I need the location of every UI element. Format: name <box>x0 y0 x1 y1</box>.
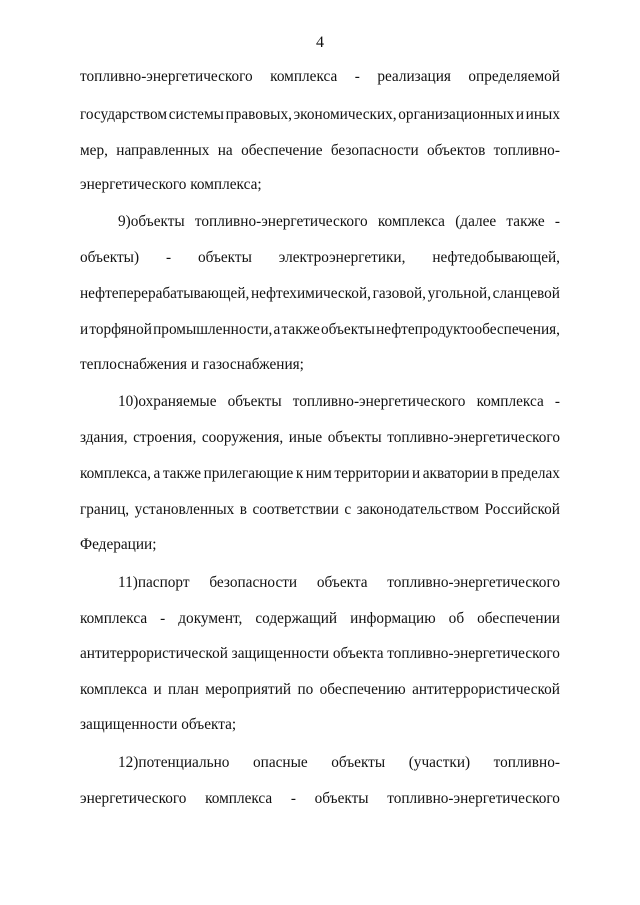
text-word: комплекса <box>377 213 445 230</box>
text-word: топливно- <box>493 142 560 159</box>
text-word: иные <box>288 429 323 446</box>
text-word: 9)объекты <box>118 213 185 230</box>
text-line <box>80 789 560 809</box>
text-word: - <box>554 213 560 230</box>
text-word: правовых, <box>225 106 292 123</box>
text-line <box>80 248 560 268</box>
text-word: теплоснабжения и газоснабжения; <box>80 356 304 373</box>
text-word: газовой, <box>372 285 427 302</box>
text-line <box>80 105 560 125</box>
text-word: объекты <box>331 754 386 771</box>
text-word: прилегающие <box>203 465 294 482</box>
text-word: границ, <box>80 501 130 518</box>
text-word: государством <box>80 106 168 123</box>
text-line <box>118 212 560 232</box>
text-word: об <box>448 610 465 627</box>
text-line <box>80 320 560 340</box>
text-word: определяемой <box>468 68 560 85</box>
text-word: топливно-энергетического <box>387 645 560 662</box>
text-word: обеспечение <box>241 142 323 159</box>
text-word: с <box>344 501 352 518</box>
text-word: - <box>290 790 296 807</box>
text-line <box>80 535 560 555</box>
text-word: по <box>297 681 314 698</box>
text-word: и <box>80 321 89 338</box>
text-word: 12)потенциально <box>118 754 230 771</box>
text-word: объекта <box>316 574 368 591</box>
text-line <box>80 67 560 87</box>
text-word: установленных <box>134 501 235 518</box>
text-word: в <box>239 501 247 518</box>
text-word: соответствии <box>252 501 339 518</box>
text-word: объекта <box>332 645 384 662</box>
text-word: к <box>295 465 304 482</box>
text-word: а <box>273 321 281 338</box>
text-word: объекты <box>314 790 369 807</box>
text-line <box>80 175 560 195</box>
text-word: объекты <box>320 321 375 338</box>
text-word: (далее <box>455 213 497 230</box>
text-word: информацию <box>350 610 436 627</box>
text-word: топливно-энергетического <box>292 393 466 410</box>
text-word: электроэнергетики, <box>278 249 406 266</box>
text-word: топливно-энергетического <box>80 68 253 85</box>
text-word: сооружения, <box>201 429 284 446</box>
text-word: документ, <box>178 610 243 627</box>
text-word: защищенности <box>231 645 330 662</box>
text-word: территории <box>334 465 410 482</box>
text-line <box>80 715 560 735</box>
text-line <box>80 500 560 520</box>
text-word: 10)охраняемые <box>118 393 217 410</box>
text-word: нефтедобывающей, <box>432 249 560 266</box>
text-word: комплекса <box>80 681 148 698</box>
text-word: Российской <box>484 501 560 518</box>
page-number: 4 <box>316 34 324 51</box>
text-word: безопасности <box>209 574 298 591</box>
text-word: и <box>153 681 162 698</box>
text-word: в <box>491 465 499 482</box>
text-word: торфяной <box>89 321 152 338</box>
text-word: - <box>160 610 166 627</box>
text-word: нефтеперерабатывающей, <box>80 285 250 302</box>
text-word: топливно-энергетического <box>194 213 368 230</box>
text-word: здания, <box>80 429 128 446</box>
text-word: экономических, <box>293 106 397 123</box>
text-line <box>80 355 560 375</box>
text-line <box>80 284 560 304</box>
text-line <box>80 609 560 629</box>
text-word: (участки) <box>408 754 471 771</box>
text-word: план <box>168 681 199 698</box>
text-word: законодательством <box>356 501 480 518</box>
text-word: комплекса <box>80 610 148 627</box>
text-word: ним <box>305 465 332 482</box>
text-word: Федерации; <box>80 536 157 553</box>
text-word: также <box>506 213 545 230</box>
text-word: 11)паспорт <box>118 574 190 591</box>
text-word: и <box>412 465 421 482</box>
text-line <box>80 644 560 664</box>
text-word: антитеррористической <box>80 645 228 662</box>
text-line <box>118 573 560 593</box>
text-word: содержащий <box>255 610 338 627</box>
text-word: - <box>354 68 360 85</box>
text-word: объекты <box>197 249 252 266</box>
text-line <box>80 141 560 161</box>
text-word: - <box>165 249 172 266</box>
text-word: объекты <box>227 393 282 410</box>
text-word: топливно-энергетического <box>387 790 560 807</box>
text-word: нефтепродуктообеспечения, <box>376 321 560 338</box>
text-line <box>118 392 560 412</box>
text-word: промышленности, <box>153 321 273 338</box>
text-word: комплекса, <box>80 465 151 482</box>
text-word: угольной, <box>427 285 492 302</box>
text-word: топливно-энергетического <box>387 429 560 446</box>
text-word: нефтехимической, <box>250 285 371 302</box>
text-word: также <box>162 465 202 482</box>
text-word: объекты <box>327 429 382 446</box>
text-word: объектов <box>426 142 486 159</box>
text-word: обеспечению <box>319 681 406 698</box>
text-word: объекты) <box>80 249 140 266</box>
text-word: - <box>554 393 560 410</box>
text-word: направленных <box>116 142 210 159</box>
text-word: мер, <box>80 142 108 159</box>
text-word: и <box>515 106 525 123</box>
text-word: пределах <box>500 465 560 482</box>
text-word: топливно-энергетического <box>387 574 560 591</box>
text-word: организационных <box>398 106 515 123</box>
text-word: энергетического комплекса; <box>80 176 262 193</box>
text-line <box>80 464 560 484</box>
text-word: системы <box>168 106 224 123</box>
text-word: опасные <box>252 754 308 771</box>
text-word: антитеррористической <box>412 681 560 698</box>
text-word: топливно- <box>493 754 560 771</box>
text-word: энергетического <box>80 790 187 807</box>
text-word: комплекса <box>476 393 544 410</box>
text-word: безопасности <box>330 142 419 159</box>
text-line <box>80 680 560 700</box>
text-word: а <box>153 465 161 482</box>
text-word: строения, <box>133 429 197 446</box>
text-word: защищенности объекта; <box>80 716 237 733</box>
text-line <box>118 753 560 773</box>
text-word: сланцевой <box>492 285 560 302</box>
text-word: обеспечении <box>477 610 560 627</box>
text-word: реализация <box>377 68 451 85</box>
text-line <box>80 428 560 448</box>
text-word: мероприятий <box>205 681 292 698</box>
text-word: на <box>217 142 233 159</box>
text-word: также <box>281 321 320 338</box>
text-word: иных <box>525 106 560 123</box>
text-word: комплекса <box>270 68 338 85</box>
text-word: акватории <box>422 465 489 482</box>
text-word: комплекса <box>205 790 273 807</box>
